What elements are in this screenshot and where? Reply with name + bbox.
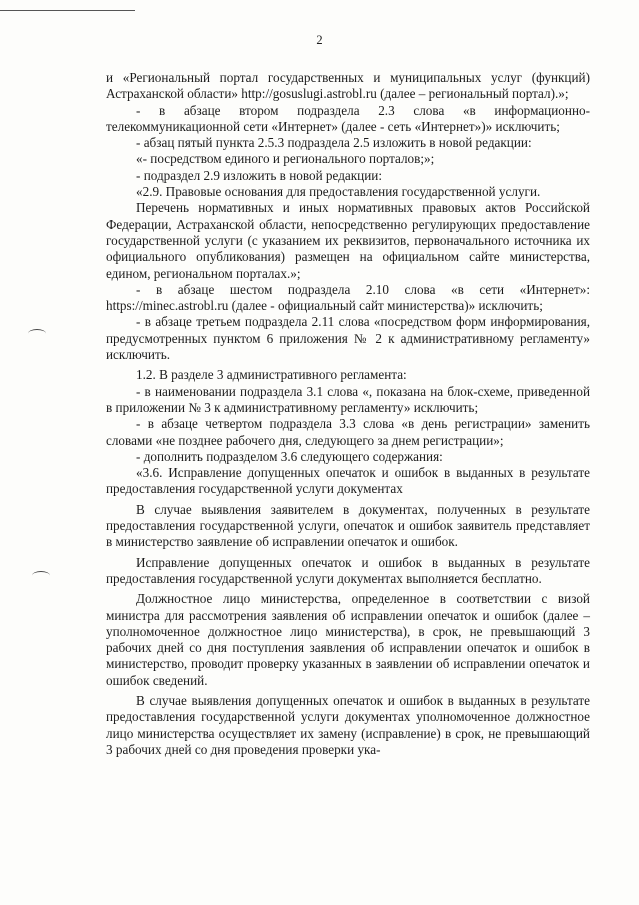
scan-edge-line [0,10,135,11]
paragraph: «2.9. Правовые основания для предоставления государственной услуги. [136,184,541,200]
paragraph: и «Региональный портал государственных и муниципальных услуг (функций) Астраханской области» http://gosuslugi.astrobl.ru (далее – региональный портал).»; [106,70,590,102]
paragraph: - подраздел 2.9 изложить в новой редакции: [136,167,383,183]
paragraph: - абзац пятый пункта 2.5.3 подраздела 2.5 изложить в новой редакции: [136,135,532,151]
page-number: 2 [316,33,323,47]
paragraph: В случае выявления заявителем в документах, полученных в результате предоставления государственной услуги, опечаток и ошибок заявитель представляет в министерство заявление об исправлении опечаток и ошибок. [106,501,590,550]
paragraph: Перечень нормативных и иных нормативных правовых актов Российской Федерации, Астраханской области, непосредственно регулирующих предоставление государственной услуги (с указанием их реквизитов, первоначального источника их официального опубликования) размещен на официальном сайте министерства, едином, региональном порталах.»; [106,200,590,281]
paragraph: - в абзаце третьем подраздела 2.11 слова «посредством форм информирования, предусмотренных пунктом 6 приложения № 2 к административному регламенту» исключить. [106,314,590,363]
paragraph: «- посредством единого и регионального порталов;»; [136,151,435,167]
hole-punch-mark-lower [32,571,50,580]
paragraph: - в абзаце втором подраздела 2.3 слова «в информационно-телекоммуникационной сети «Интернет» (далее - сеть «Интернет»)» исключить; [106,102,590,134]
paragraph: В случае выявления допущенных опечаток и ошибок в выданных в результате предоставления государственной услуги документах уполномоченное должностное лицо министерства осуществляет их замену (исправление) в срок, не превышающий 3 рабочих дней со дня проведения проверки ука- [106,692,590,757]
paragraph: - в абзаце шестом подраздела 2.10 слова «в сети «Интернет»: https://minec.astrobl.ru (далее - официальный сайт министерства)» исключить; [106,281,590,314]
paragraph: - дополнить подразделом 3.6 следующего содержания: [136,448,443,464]
paragraph: «3.6. Исправление допущенных опечаток и ошибок в выданных в результате предоставления государственной услуги документах [106,465,590,497]
paragraph: Исправление допущенных опечаток и ошибок в выданных в результате предоставления государственной услуги документах выполняется бесплатно. [106,554,590,586]
paragraph: - в абзаце четвертом подраздела 3.3 слова «в день регистрации» заменить словами «не позднее рабочего дня, следующего за днем регистрации»; [106,416,590,448]
paragraph: Должностное лицо министерства, определенное в соответствии с визой министра для рассмотрения заявления об исправлении опечаток и ошибок (далее – уполномоченное должностное лицо министерства), в срок, не превышающий 3 рабочих дней со дня поступления заявления об исправлении опечаток и ошибок в министерство, проводит проверку указанных в заявлении об исправлении опечаток и ошибок сведений. [106,591,590,688]
paragraph: - в наименовании подраздела 3.1 слова «, показана на блок-схеме, приведенной в приложении № 3 к административному регламенту» исключить; [106,383,590,415]
document-body [106,70,590,758]
paragraph: 1.2. В разделе 3 административного регламента: [136,367,407,383]
hole-punch-mark-upper [28,329,46,338]
